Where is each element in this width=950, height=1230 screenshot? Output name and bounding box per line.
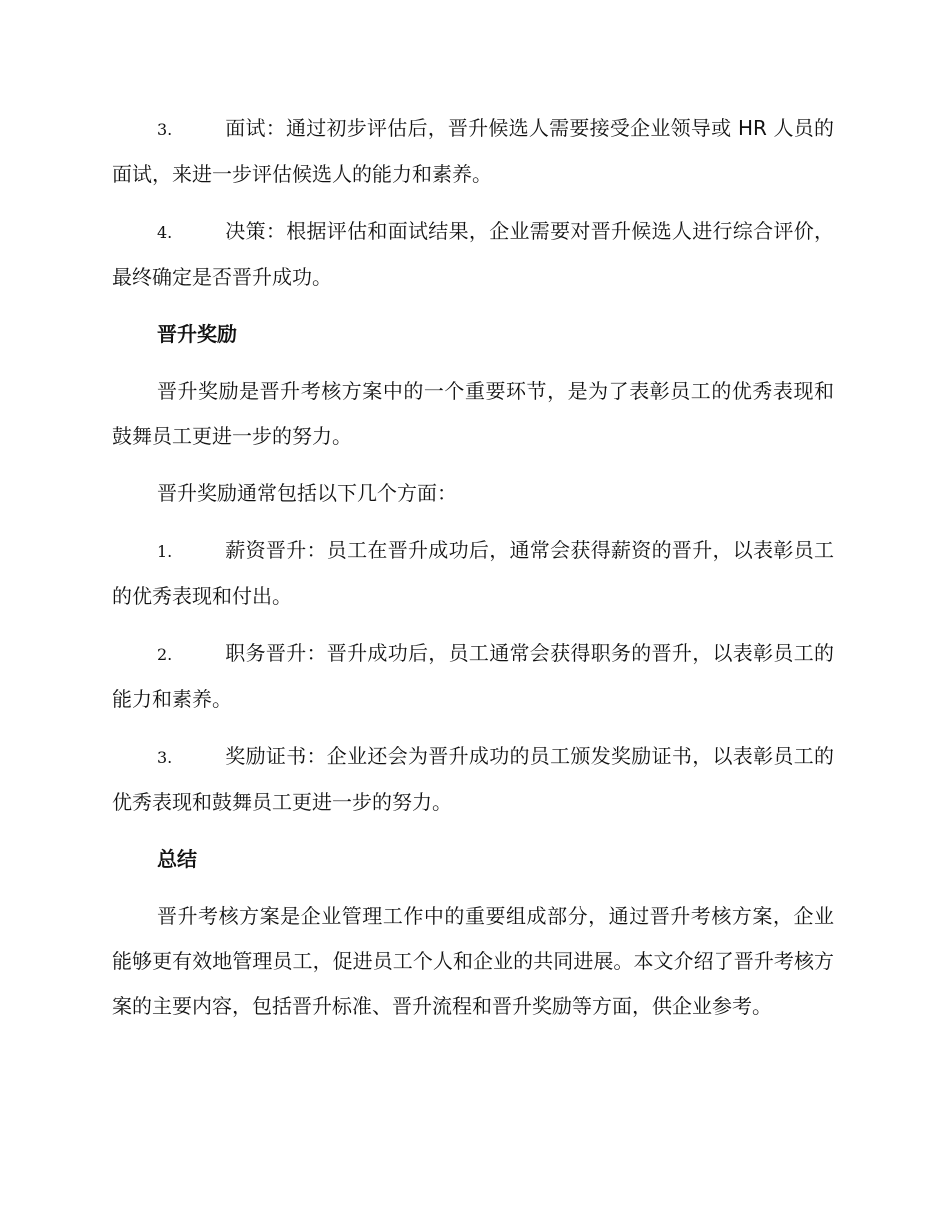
list-number: 3. xyxy=(157,120,173,139)
list-text: 决策：根据评估和面试结果，企业需要对晋升候选人进行综合评价，最终确定是否晋升成功。 xyxy=(112,219,834,289)
paragraph-rewards-list-intro: 晋升奖励通常包括以下几个方面： xyxy=(157,481,457,505)
list-text: 职务晋升：晋升成功后，员工通常会获得职务的晋升，以表彰员工的能力和素养。 xyxy=(112,641,834,711)
reward-item-position xyxy=(112,631,834,722)
paragraph-summary: 晋升考核方案是企业管理工作中的重要组成部分，通过晋升考核方案，企业能够更有效地管理员工，促进员工个人和企业的共同进展。本文介绍了晋升考核方案的主要内容，包括晋升标准、晋升流程和晋升奖励等方面，供企业参考。 xyxy=(112,904,834,1018)
list-number: 1. xyxy=(157,542,173,561)
section-heading-summary: 总结 xyxy=(157,847,197,871)
section-heading-promotion-rewards: 晋升奖励 xyxy=(157,322,237,346)
process-step-decision xyxy=(112,209,834,300)
process-step-interview xyxy=(112,106,834,197)
list-text: 面试：通过初步评估后，晋升候选人需要接受企业领导或 HR 人员的面试，来进一步评估候选人的能力和素养。 xyxy=(112,116,834,186)
list-number: 4. xyxy=(157,223,173,242)
list-number: 3. xyxy=(157,748,173,767)
list-text: 薪资晋升：员工在晋升成功后，通常会获得薪资的晋升，以表彰员工的优秀表现和付出。 xyxy=(112,538,834,608)
document-body xyxy=(112,106,834,1041)
reward-item-salary xyxy=(112,528,834,619)
paragraph-rewards-intro: 晋升奖励是晋升考核方案中的一个重要环节，是为了表彰员工的优秀表现和鼓舞员工更进一步的努力。 xyxy=(112,379,834,448)
reward-item-certificate xyxy=(112,734,834,825)
list-text: 奖励证书：企业还会为晋升成功的员工颁发奖励证书，以表彰员工的优秀表现和鼓舞员工更进一步的努力。 xyxy=(112,744,834,814)
list-number: 2. xyxy=(157,645,173,664)
